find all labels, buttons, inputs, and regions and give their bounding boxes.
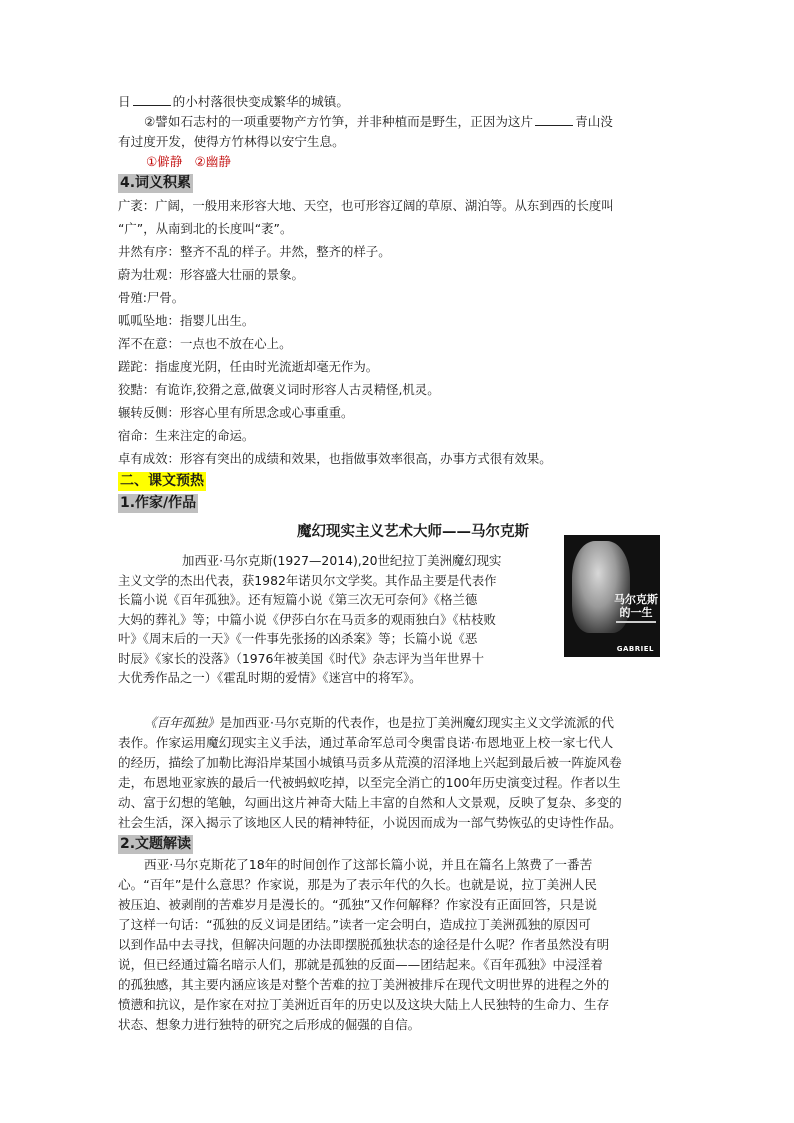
title-line: 状态、想象力进行独特的研究之后形成的倔强的自信。 [118, 1017, 421, 1032]
vocab-item: 骨殖:尸骨。 [118, 290, 185, 305]
title-line: 心。“百年”是什么意思？作家说，那是为了表示年代的久长。也就是说，拉丁美洲人民 [118, 877, 598, 892]
title-line: 被压迫、被剥削的苦难岁月是漫长的。“孤独”又作何解释？作家没有正面回答，只是说 [118, 897, 598, 912]
novel-line: 的经历，描绘了加勒比海沿岸某国小城镇马贡多从荒漠的沼泽地上兴起到最后被一阵旋风卷 [118, 755, 622, 770]
vocab-list [118, 194, 678, 470]
part-heading-preview: 二、课文预热 [120, 473, 204, 489]
answer-2: ②幽静 [194, 154, 231, 169]
title-line: 说，但已经通过篇名暗示人们，那就是孤独的反面——团结起来。《百年孤独》中浸淫着 [118, 957, 603, 972]
novel-line: 社会生活，深入揭示了该地区人民的精神特征，小说因而成为一部气势恢弘的史诗性作品。 [118, 815, 622, 830]
bio-line: 加西亚·马尔克斯(1927—2014),20世纪拉丁美洲魔幻现实 [182, 553, 502, 568]
section-heading-author: 1.作家/作品 [120, 495, 197, 511]
novel-line: 走，布恩地亚家族的最后一代被蚂蚁吃掉，以至完全消亡的100年历史演变过程。作者以生 [118, 775, 621, 790]
title-line: 愤懑和抗议，是作家在对拉丁美洲近百年的历史以及这块大陆上人民独特的生命力、生存 [118, 997, 610, 1012]
vocab-item: 卓有成效：形容有突出的成绩和效果，也指做事效率很高，办事方式很有效果。 [118, 451, 552, 466]
vocab-item: “广”，从南到北的长度叫“袤”。 [118, 221, 293, 236]
article-title: 魔幻现实主义艺术大师——马尔克斯 [297, 524, 529, 540]
title-line: 西亚·马尔克斯花了18年的时间创作了这部长篇小说，并且在篇名上煞费了一番苦 [144, 857, 593, 872]
novel-line: 动、富于幻想的笔触，勾画出这片神奇大陆上丰富的自然和人文景观，反映了复杂、多变的 [118, 795, 622, 810]
novel-title: 《百年孤独》 [144, 715, 220, 730]
novel-line: 表作。作家运用魔幻现实主义手法，通过革命军总司令奥雷良诺·布恩地亚上校一家七代人 [118, 735, 614, 750]
intro-line-1-post: 的小村落很快变成繁华的城镇。 [172, 94, 349, 109]
intro-line-2-post: 青山没 [575, 114, 613, 129]
book-title-line-2: 的一生 [619, 606, 653, 619]
book-cover-author: GABRIEL [616, 645, 654, 653]
vocab-item: 辗转反侧：形容心里有所思念或心事重重。 [118, 405, 354, 420]
intro-line-2-pre: ②譬如石志村的一项重要物产方竹笋，并非种植而是野生，正因为这片 [144, 114, 534, 129]
vocab-item: 狡黠：有诡诈,狡猾之意,做褒义词时形容人古灵精怪,机灵。 [118, 382, 440, 397]
vocab-item: 井然有序：整齐不乱的样子。井然，整齐的样子。 [118, 244, 391, 259]
title-line: 了这样一句话：“孤独的反义词是团结。”读者一定会明白，造成拉丁美洲孤独的原因可 [118, 917, 591, 932]
novel-line [118, 713, 678, 733]
intro-line-3: 有过度开发，使得方竹林得以安宁生息。 [118, 134, 345, 149]
vocab-item: 浑不在意：一点也不放在心上。 [118, 336, 292, 351]
fill-blank-1 [133, 93, 171, 106]
book-title-line-1: 马尔克斯 [614, 593, 658, 606]
novel-line-text: 是加西亚·马尔克斯的代表作，也是拉丁美洲魔幻现实主义文学流派的代 [219, 715, 614, 730]
vocab-item: 广袤：广阔，一般用来形容大地、天空，也可形容辽阔的草原、湖泊等。从东到西的长度叫 [118, 198, 614, 213]
document-page [118, 92, 678, 1035]
answer-1: ①僻静 [146, 154, 183, 169]
book-cover-title [614, 593, 658, 619]
bio-line: 主义文学的杰出代表，获1982年诺贝尔文学奖。其作品主要是代表作 [118, 572, 497, 588]
bio-text [118, 551, 538, 688]
author-portrait [572, 541, 630, 633]
intro-line-2 [118, 112, 678, 132]
bio-line: 时辰》《家长的没落》（1976年被美国《时代》杂志评为当年世界十 [118, 650, 485, 666]
book-divider [616, 621, 656, 623]
author-bio [118, 551, 678, 701]
title-paragraph [118, 855, 678, 1035]
vocab-item: 呱呱坠地：指婴儿出生。 [118, 313, 255, 328]
bio-line: 叶》《周末后的一天》《一件事先张扬的凶杀案》等；长篇小说《恶 [118, 631, 478, 646]
vocab-item: 宿命：生来注定的命运。 [118, 428, 255, 443]
bio-line: 大优秀作品之一）《霍乱时期的爱情》《迷宫中的将军》。 [118, 670, 422, 685]
section-heading-vocab: 4.词义积累 [120, 175, 192, 191]
novel-paragraph [118, 713, 678, 833]
intro-line-1-pre: 日 [118, 94, 131, 109]
title-line: 的孤独感，其主要内涵应该是对整个苦难的拉丁美洲被排斥在现代文明世界的进程之外的 [118, 977, 610, 992]
bio-line: 长篇小说《百年孤独》。还有短篇小说《第三次无可奈何》《格兰德 [118, 592, 478, 607]
book-cover-image [564, 535, 660, 657]
intro-line-1 [118, 92, 678, 112]
answer-line [118, 152, 678, 172]
vocab-item: 蔚为壮观：形容盛大壮丽的景象。 [118, 267, 304, 282]
vocab-item: 蹉跎：指虚度光阴，任由时光流逝却毫无作为。 [118, 359, 379, 374]
section-heading-title-interpretation: 2.文题解读 [120, 836, 192, 852]
fill-blank-2 [535, 113, 573, 126]
bio-line: 大妈的葬礼》等；中篇小说《伊莎白尔在马贡多的观雨独白》《枯枝败 [118, 611, 496, 627]
title-line: 以到作品中去寻找，但解决问题的办法即摆脱孤独状态的途径是什么呢？作者虽然没有明 [118, 937, 610, 952]
